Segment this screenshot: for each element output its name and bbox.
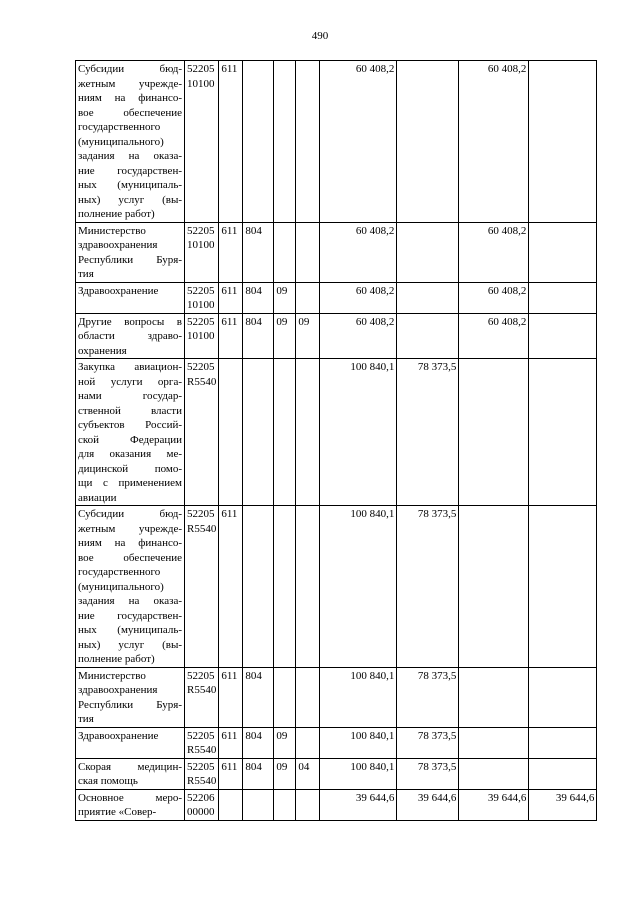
target-code-cell	[185, 506, 219, 668]
item-name-line: (муниципального)	[78, 580, 164, 593]
item-name-line: тия	[78, 268, 94, 280]
target-code-cell	[185, 282, 219, 313]
vr-cell: 611	[219, 727, 243, 758]
amount-3-cell: 60 408,2	[459, 222, 529, 282]
target-code-line: 52206	[187, 791, 215, 804]
item-name-line: ных (муниципаль-	[78, 624, 182, 636]
item-name-line: полнение работ)	[78, 653, 155, 665]
item-name-line: приятие «Совер-	[78, 806, 157, 818]
item-name-line: тия	[78, 713, 94, 725]
table-row	[76, 313, 597, 359]
amount-4-cell	[529, 222, 597, 282]
item-name-cell	[76, 667, 185, 727]
amount-1-cell: 100 840,1	[320, 667, 397, 727]
item-name-line: Республики Буря-	[78, 253, 182, 266]
item-name-cell	[76, 222, 185, 282]
rz-cell	[274, 222, 296, 282]
grbs-cell: 804	[243, 222, 274, 282]
item-name-line: ной услуги орга-	[78, 375, 182, 388]
table-row	[76, 667, 597, 727]
pr-cell	[296, 61, 320, 223]
target-code-line: 10100	[187, 330, 215, 342]
vr-cell	[219, 359, 243, 506]
table-row	[76, 789, 597, 820]
amount-1-cell: 100 840,1	[320, 359, 397, 506]
table-row	[76, 758, 597, 789]
vr-cell	[219, 789, 243, 820]
item-name-line: ская помощь	[78, 775, 138, 787]
item-name-line: жетным учрежде-	[78, 522, 182, 535]
table-row	[76, 506, 597, 668]
item-name-cell	[76, 789, 185, 820]
amount-2-cell: 78 373,5	[397, 727, 459, 758]
rz-cell: 09	[274, 727, 296, 758]
target-code-line: 00000	[187, 806, 215, 818]
pr-cell: 09	[296, 313, 320, 359]
amount-3-cell: 60 408,2	[459, 282, 529, 313]
grbs-cell: 804	[243, 758, 274, 789]
pr-cell	[296, 282, 320, 313]
vr-cell: 611	[219, 313, 243, 359]
item-name-line: Субсидии бюд-	[78, 63, 182, 75]
vr-cell: 611	[219, 61, 243, 223]
grbs-cell: 804	[243, 313, 274, 359]
item-name-line: для оказания ме-	[78, 448, 182, 460]
amount-1-cell: 100 840,1	[320, 758, 397, 789]
amount-4-cell	[529, 359, 597, 506]
pr-cell	[296, 789, 320, 820]
grbs-cell	[243, 789, 274, 820]
amount-4-cell	[529, 506, 597, 668]
target-code-line: 10100	[187, 239, 215, 251]
item-name-line: Субсидии бюд-	[78, 508, 182, 520]
amount-3-cell: 39 644,6	[459, 789, 529, 820]
item-name-line: (муниципального)	[78, 135, 164, 148]
item-name-line: вое обеспечение	[78, 106, 182, 119]
amount-3-cell	[459, 506, 529, 668]
amount-2-cell	[397, 61, 459, 223]
amount-3-cell	[459, 758, 529, 789]
amount-1-cell: 39 644,6	[320, 789, 397, 820]
pr-cell	[296, 222, 320, 282]
target-code-line: 52205	[187, 508, 215, 520]
vr-cell: 611	[219, 222, 243, 282]
item-name-line: ниям на финансо-	[78, 537, 182, 549]
budget-table	[75, 60, 597, 821]
item-name-line: Другие вопросы в	[78, 315, 182, 328]
item-name-line: ных) услуг (вы-	[78, 638, 182, 651]
target-code-line: 52205	[187, 361, 215, 373]
rz-cell	[274, 359, 296, 506]
amount-4-cell	[529, 727, 597, 758]
item-name-cell	[76, 282, 185, 313]
vr-cell: 611	[219, 282, 243, 313]
item-name-line: Республики Буря-	[78, 698, 182, 711]
amount-1-cell: 60 408,2	[320, 61, 397, 223]
amount-3-cell: 60 408,2	[459, 61, 529, 223]
target-code-line: 52205	[187, 669, 215, 682]
amount-4-cell	[529, 61, 597, 223]
target-code-line: R5540	[187, 684, 217, 696]
amount-4-cell	[529, 313, 597, 359]
item-name-line: полнение работ)	[78, 208, 155, 220]
item-name-line: ниям на финансо-	[78, 92, 182, 104]
item-name-line: ных (муниципаль-	[78, 179, 182, 191]
item-name-cell	[76, 506, 185, 668]
table-row	[76, 727, 597, 758]
rz-cell: 09	[274, 758, 296, 789]
table-body	[76, 61, 597, 821]
vr-cell: 611	[219, 667, 243, 727]
item-name-line: государственного	[78, 566, 161, 578]
item-name-line: жетным учрежде-	[78, 77, 182, 90]
pr-cell	[296, 359, 320, 506]
table-row	[76, 222, 597, 282]
vr-cell: 611	[219, 506, 243, 668]
target-code-line: 52205	[187, 729, 215, 742]
item-name-cell	[76, 313, 185, 359]
amount-2-cell: 78 373,5	[397, 359, 459, 506]
item-name-line: Скорая медицин-	[78, 760, 182, 773]
amount-3-cell	[459, 667, 529, 727]
grbs-cell: 804	[243, 667, 274, 727]
target-code-line: 52205	[187, 760, 215, 773]
amount-1-cell: 100 840,1	[320, 727, 397, 758]
target-code-cell	[185, 222, 219, 282]
item-name-line: субъектов Россий-	[78, 419, 182, 431]
target-code-line: R5540	[187, 744, 217, 756]
target-code-line: 52205	[187, 315, 215, 328]
target-code-cell	[185, 667, 219, 727]
item-name-cell	[76, 61, 185, 223]
amount-2-cell: 78 373,5	[397, 758, 459, 789]
target-code-line: 52205	[187, 284, 215, 297]
target-code-line: 10100	[187, 77, 215, 90]
item-name-line: Здравоохранение	[78, 284, 159, 297]
item-name-line: Министерство	[78, 224, 146, 237]
item-name-cell	[76, 758, 185, 789]
item-name-line: Министерство	[78, 669, 146, 682]
amount-3-cell: 60 408,2	[459, 313, 529, 359]
target-code-cell	[185, 758, 219, 789]
item-name-line: Закупка авиацион-	[78, 361, 182, 373]
grbs-cell	[243, 359, 274, 506]
grbs-cell	[243, 61, 274, 223]
amount-4-cell	[529, 758, 597, 789]
target-code-cell	[185, 727, 219, 758]
amount-2-cell	[397, 282, 459, 313]
target-code-line: R5540	[187, 375, 217, 388]
amount-4-cell	[529, 282, 597, 313]
item-name-line: дицинской помо-	[78, 462, 182, 475]
pr-cell	[296, 727, 320, 758]
amount-1-cell: 60 408,2	[320, 313, 397, 359]
item-name-line: задания на оказа-	[78, 595, 182, 607]
rz-cell	[274, 61, 296, 223]
rz-cell	[274, 789, 296, 820]
item-name-line: вое обеспечение	[78, 551, 182, 564]
table-row	[76, 359, 597, 506]
target-code-line: R5540	[187, 775, 217, 787]
amount-1-cell: 60 408,2	[320, 222, 397, 282]
table-row	[76, 61, 597, 223]
target-code-cell	[185, 313, 219, 359]
item-name-line: щи с применением	[78, 477, 182, 489]
rz-cell	[274, 667, 296, 727]
pr-cell	[296, 506, 320, 668]
item-name-cell	[76, 727, 185, 758]
amount-2-cell	[397, 313, 459, 359]
table-row	[76, 282, 597, 313]
amount-2-cell: 39 644,6	[397, 789, 459, 820]
item-name-line: здравоохранения	[78, 239, 158, 251]
amount-2-cell: 78 373,5	[397, 506, 459, 668]
amount-4-cell	[529, 667, 597, 727]
item-name-line: ственной власти	[78, 404, 182, 417]
item-name-line: охранения	[78, 344, 127, 357]
target-code-cell	[185, 61, 219, 223]
page-number: 490	[311, 30, 329, 42]
target-code-line: 52205	[187, 63, 215, 75]
item-name-line: ние государствен-	[78, 164, 182, 177]
amount-1-cell: 100 840,1	[320, 506, 397, 668]
amount-1-cell: 60 408,2	[320, 282, 397, 313]
target-code-cell	[185, 789, 219, 820]
target-code-line: 52205	[187, 224, 215, 237]
grbs-cell	[243, 506, 274, 668]
amount-2-cell: 78 373,5	[397, 667, 459, 727]
item-name-line: Здравоохранение	[78, 729, 159, 742]
item-name-line: здравоохранения	[78, 684, 158, 696]
amount-2-cell	[397, 222, 459, 282]
item-name-line: авиации	[78, 491, 117, 504]
item-name-line: ние государствен-	[78, 609, 182, 622]
grbs-cell: 804	[243, 727, 274, 758]
item-name-line: ных) услуг (вы-	[78, 193, 182, 206]
item-name-line: государственного	[78, 121, 161, 133]
amount-3-cell	[459, 359, 529, 506]
item-name-line: Основное меро-	[78, 791, 182, 804]
vr-cell: 611	[219, 758, 243, 789]
grbs-cell: 804	[243, 282, 274, 313]
target-code-line: R5540	[187, 522, 217, 535]
target-code-cell	[185, 359, 219, 506]
item-name-line: задания на оказа-	[78, 150, 182, 162]
amount-4-cell: 39 644,6	[529, 789, 597, 820]
rz-cell: 09	[274, 282, 296, 313]
item-name-line: ской Федерации	[78, 433, 182, 446]
rz-cell	[274, 506, 296, 668]
pr-cell: 04	[296, 758, 320, 789]
item-name-line: нами государ-	[78, 390, 182, 402]
target-code-line: 10100	[187, 299, 215, 311]
item-name-cell	[76, 359, 185, 506]
rz-cell: 09	[274, 313, 296, 359]
pr-cell	[296, 667, 320, 727]
item-name-line: области здраво-	[78, 330, 182, 342]
amount-3-cell	[459, 727, 529, 758]
